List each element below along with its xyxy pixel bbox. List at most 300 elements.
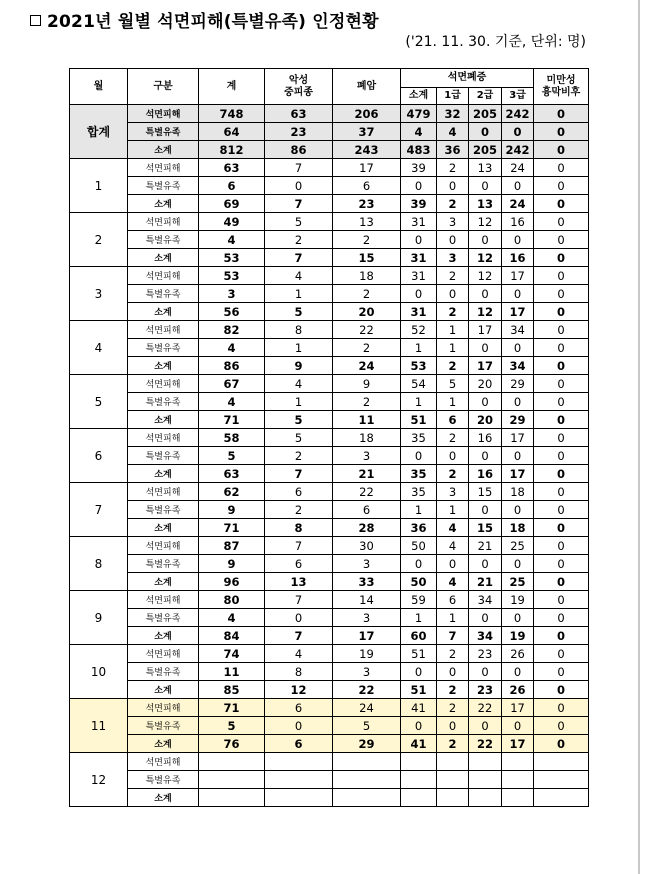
table-cell: 0	[437, 663, 469, 681]
table-cell: 3	[333, 447, 401, 465]
table-cell: 5	[265, 213, 333, 231]
table-cell: 0	[534, 357, 589, 375]
row-category: 소계	[128, 141, 199, 159]
table-cell: 2	[437, 429, 469, 447]
table-cell: 243	[333, 141, 401, 159]
table-cell: 0	[469, 177, 502, 195]
table-cell: 54	[401, 375, 437, 393]
table-cell: 7	[265, 195, 333, 213]
month-label: 11	[70, 699, 128, 753]
table-cell: 7	[265, 537, 333, 555]
row-category: 소계	[128, 681, 199, 699]
table-cell: 2	[437, 699, 469, 717]
table-cell: 9	[265, 357, 333, 375]
row-category: 특별유족	[128, 123, 199, 141]
subtitle: ('21. 11. 30. 기준, 단위: 명)	[405, 34, 586, 50]
table-cell: 812	[199, 141, 265, 159]
table-cell: 0	[534, 213, 589, 231]
table-cell: 4	[437, 519, 469, 537]
table-cell: 2	[333, 393, 401, 411]
table-cell: 2	[265, 447, 333, 465]
table-cell: 25	[502, 573, 534, 591]
table-cell: 30	[333, 537, 401, 555]
table-row	[70, 447, 589, 465]
table-row	[70, 591, 589, 609]
table-row	[70, 501, 589, 519]
table-row	[70, 609, 589, 627]
month-label: 7	[70, 483, 128, 537]
row-category: 소계	[128, 411, 199, 429]
row-category: 특별유족	[128, 663, 199, 681]
table-cell: 0	[534, 681, 589, 699]
table-cell: 2	[265, 501, 333, 519]
table-cell: 12	[469, 249, 502, 267]
table-row	[70, 699, 589, 717]
table-cell: 17	[502, 267, 534, 285]
table-cell: 19	[502, 591, 534, 609]
table-cell: 1	[265, 285, 333, 303]
row-category: 특별유족	[128, 555, 199, 573]
header-lung-cancer: 폐암	[333, 69, 401, 105]
table-cell: 2	[437, 681, 469, 699]
table-cell: 76	[199, 735, 265, 753]
table-cell: 23	[265, 123, 333, 141]
table-cell: 85	[199, 681, 265, 699]
table-cell: 35	[401, 429, 437, 447]
table-cell: 5	[333, 717, 401, 735]
table-cell: 0	[534, 735, 589, 753]
table-cell: 0	[534, 177, 589, 195]
table-row	[70, 663, 589, 681]
table-cell: 53	[199, 267, 265, 285]
table-row	[70, 267, 589, 285]
table-cell: 0	[401, 555, 437, 573]
table-cell: 12	[265, 681, 333, 699]
table-cell: 4	[199, 339, 265, 357]
table-cell: 50	[401, 537, 437, 555]
table-cell: 0	[534, 573, 589, 591]
table-cell: 2	[437, 357, 469, 375]
row-category: 석면피해	[128, 159, 199, 177]
table-row	[70, 735, 589, 753]
table-cell: 0	[534, 717, 589, 735]
table-cell: 41	[401, 699, 437, 717]
table-cell: 34	[502, 321, 534, 339]
table-cell: 4	[437, 123, 469, 141]
table-cell: 36	[401, 519, 437, 537]
table-cell: 69	[199, 195, 265, 213]
table-cell	[333, 789, 401, 807]
table-cell: 0	[502, 609, 534, 627]
table-cell: 13	[469, 195, 502, 213]
table-cell: 8	[265, 321, 333, 339]
table-cell: 1	[265, 339, 333, 357]
table-cell: 0	[469, 555, 502, 573]
table-cell: 2	[437, 159, 469, 177]
table-cell: 6	[265, 483, 333, 501]
table-cell: 84	[199, 627, 265, 645]
table-cell: 0	[534, 303, 589, 321]
table-cell: 6	[333, 501, 401, 519]
table-cell: 21	[469, 537, 502, 555]
table-cell: 21	[333, 465, 401, 483]
row-category: 소계	[128, 303, 199, 321]
table-cell: 2	[437, 735, 469, 753]
table-cell: 32	[437, 105, 469, 123]
table-cell: 37	[333, 123, 401, 141]
table-row	[70, 213, 589, 231]
table-cell: 0	[534, 465, 589, 483]
table-cell: 0	[534, 231, 589, 249]
table-cell: 71	[199, 699, 265, 717]
table-cell: 53	[401, 357, 437, 375]
table-cell: 4	[265, 375, 333, 393]
header-asbestosis-grade3: 3급	[502, 88, 534, 105]
table-cell: 53	[199, 249, 265, 267]
table-cell: 0	[502, 501, 534, 519]
table-cell: 6	[437, 591, 469, 609]
table-cell: 15	[469, 483, 502, 501]
table-cell: 16	[502, 213, 534, 231]
table-cell: 34	[502, 357, 534, 375]
table-cell: 0	[502, 339, 534, 357]
table-cell: 0	[469, 285, 502, 303]
table-cell	[502, 771, 534, 789]
row-category: 소계	[128, 735, 199, 753]
table-cell: 26	[502, 645, 534, 663]
row-category: 특별유족	[128, 501, 199, 519]
total-label: 합계	[70, 105, 128, 159]
row-category: 특별유족	[128, 717, 199, 735]
table-row	[70, 753, 589, 771]
row-category: 석면피해	[128, 591, 199, 609]
table-cell: 9	[333, 375, 401, 393]
table-cell: 34	[469, 591, 502, 609]
table-cell	[469, 753, 502, 771]
table-cell: 23	[469, 681, 502, 699]
table-cell: 25	[502, 537, 534, 555]
table-cell: 4	[437, 537, 469, 555]
month-label: 2	[70, 213, 128, 267]
table-cell: 18	[502, 519, 534, 537]
table-cell: 7	[437, 627, 469, 645]
header-total: 계	[199, 69, 265, 105]
row-category: 석면피해	[128, 699, 199, 717]
header-pleural: 미만성 흉막비후	[534, 69, 589, 105]
table-cell: 51	[401, 681, 437, 699]
table-cell: 63	[199, 159, 265, 177]
table-cell: 35	[401, 465, 437, 483]
table-cell: 205	[469, 141, 502, 159]
table-cell: 13	[265, 573, 333, 591]
table-cell: 59	[401, 591, 437, 609]
row-category: 석면피해	[128, 213, 199, 231]
page-title	[30, 7, 379, 32]
table-cell: 17	[502, 699, 534, 717]
table-cell: 4	[265, 645, 333, 663]
table-cell	[469, 789, 502, 807]
table-cell: 0	[534, 627, 589, 645]
table-cell: 41	[401, 735, 437, 753]
table-cell: 4	[199, 609, 265, 627]
table-cell: 3	[437, 249, 469, 267]
table-cell: 51	[401, 411, 437, 429]
table-cell: 5	[265, 411, 333, 429]
table-cell: 9	[199, 555, 265, 573]
table-cell: 0	[502, 393, 534, 411]
table-cell: 2	[437, 645, 469, 663]
table-cell: 479	[401, 105, 437, 123]
table-row	[70, 681, 589, 699]
month-label: 5	[70, 375, 128, 429]
row-category: 특별유족	[128, 177, 199, 195]
table-cell: 5	[437, 375, 469, 393]
table-cell: 31	[401, 249, 437, 267]
table-cell: 0	[534, 195, 589, 213]
header-month: 월	[70, 69, 128, 105]
table-cell: 2	[437, 195, 469, 213]
table-row	[70, 249, 589, 267]
table-cell: 23	[333, 195, 401, 213]
table-row	[70, 159, 589, 177]
table-cell: 71	[199, 519, 265, 537]
table-cell: 17	[469, 357, 502, 375]
table-cell: 3	[333, 609, 401, 627]
table-cell: 5	[265, 429, 333, 447]
table-row	[70, 483, 589, 501]
table-cell: 29	[333, 735, 401, 753]
table-cell: 21	[469, 573, 502, 591]
table-cell: 34	[469, 627, 502, 645]
table-cell: 0	[469, 393, 502, 411]
table-cell: 60	[401, 627, 437, 645]
header-mesothelioma: 악성 중피종	[265, 69, 333, 105]
table-cell: 483	[401, 141, 437, 159]
table-cell: 11	[333, 411, 401, 429]
table-cell: 17	[502, 429, 534, 447]
table-cell: 20	[469, 375, 502, 393]
table-cell: 12	[469, 267, 502, 285]
table-cell: 2	[333, 339, 401, 357]
row-category: 특별유족	[128, 609, 199, 627]
table-cell: 7	[265, 159, 333, 177]
table-cell: 4	[437, 573, 469, 591]
table-cell: 748	[199, 105, 265, 123]
table-cell: 0	[469, 339, 502, 357]
table-cell: 22	[333, 483, 401, 501]
table-cell: 0	[469, 663, 502, 681]
table-cell: 0	[534, 519, 589, 537]
table-cell: 86	[265, 141, 333, 159]
table-cell: 3	[333, 663, 401, 681]
table-cell: 0	[534, 609, 589, 627]
month-label: 6	[70, 429, 128, 483]
table-cell: 206	[333, 105, 401, 123]
table-cell: 0	[437, 285, 469, 303]
table-cell: 31	[401, 267, 437, 285]
table-cell: 5	[265, 303, 333, 321]
table-row	[70, 717, 589, 735]
row-category: 특별유족	[128, 447, 199, 465]
table-row	[70, 537, 589, 555]
table-cell	[199, 753, 265, 771]
row-category: 특별유족	[128, 285, 199, 303]
table-cell: 23	[469, 645, 502, 663]
table-row	[70, 465, 589, 483]
table-cell: 0	[534, 321, 589, 339]
table-cell: 24	[502, 195, 534, 213]
row-category: 소계	[128, 249, 199, 267]
table-cell: 0	[534, 285, 589, 303]
table-cell: 0	[401, 177, 437, 195]
table-cell: 29	[502, 411, 534, 429]
table-row	[70, 339, 589, 357]
table-cell: 2	[437, 465, 469, 483]
row-category: 소계	[128, 573, 199, 591]
table-cell: 0	[265, 609, 333, 627]
table-cell: 64	[199, 123, 265, 141]
table-cell: 0	[534, 123, 589, 141]
table-row	[70, 303, 589, 321]
month-label: 8	[70, 537, 128, 591]
table-cell: 29	[502, 375, 534, 393]
table-cell: 242	[502, 105, 534, 123]
table-cell: 24	[502, 159, 534, 177]
table-cell: 3	[437, 213, 469, 231]
table-cell: 3	[437, 483, 469, 501]
table-cell: 4	[199, 393, 265, 411]
table-cell: 2	[265, 231, 333, 249]
row-category: 석면피해	[128, 483, 199, 501]
table-cell	[401, 753, 437, 771]
table-row	[70, 555, 589, 573]
row-category: 석면피해	[128, 537, 199, 555]
table-cell: 0	[534, 537, 589, 555]
table-row	[70, 519, 589, 537]
row-category: 특별유족	[128, 231, 199, 249]
table-cell	[333, 753, 401, 771]
table-cell: 31	[401, 303, 437, 321]
stats-table	[69, 68, 589, 807]
table-cell: 2	[333, 231, 401, 249]
table-cell: 1	[401, 339, 437, 357]
row-category: 소계	[128, 357, 199, 375]
row-category: 소계	[128, 627, 199, 645]
table-cell	[401, 789, 437, 807]
table-row	[70, 321, 589, 339]
table-cell: 0	[401, 717, 437, 735]
table-cell: 6	[265, 555, 333, 573]
table-cell: 0	[534, 501, 589, 519]
table-cell: 0	[534, 267, 589, 285]
table-cell: 20	[469, 411, 502, 429]
table-cell: 0	[534, 393, 589, 411]
table-cell: 7	[265, 465, 333, 483]
checkbox-icon	[30, 15, 41, 26]
table-cell: 82	[199, 321, 265, 339]
table-cell: 0	[534, 663, 589, 681]
table-cell: 20	[333, 303, 401, 321]
row-category: 소계	[128, 519, 199, 537]
table-cell: 1	[401, 501, 437, 519]
table-cell	[534, 771, 589, 789]
table-cell: 39	[401, 159, 437, 177]
table-cell: 16	[502, 249, 534, 267]
table-cell: 0	[502, 447, 534, 465]
table-cell: 15	[333, 249, 401, 267]
table-cell: 0	[437, 717, 469, 735]
table-cell: 6	[437, 411, 469, 429]
table-row	[70, 123, 589, 141]
table-row	[70, 141, 589, 159]
table-cell: 5	[199, 717, 265, 735]
table-cell: 11	[199, 663, 265, 681]
month-label: 1	[70, 159, 128, 213]
table-cell	[333, 771, 401, 789]
table-row	[70, 789, 589, 807]
table-cell: 2	[437, 267, 469, 285]
table-cell: 56	[199, 303, 265, 321]
table-cell: 67	[199, 375, 265, 393]
table-cell	[469, 771, 502, 789]
table-cell: 4	[265, 267, 333, 285]
table-row	[70, 285, 589, 303]
table-cell: 8	[265, 519, 333, 537]
table-row	[70, 429, 589, 447]
table-cell: 0	[469, 609, 502, 627]
table-cell: 4	[199, 231, 265, 249]
table-cell: 0	[265, 177, 333, 195]
table-cell: 19	[333, 645, 401, 663]
table-cell: 36	[437, 141, 469, 159]
table-cell: 7	[265, 591, 333, 609]
table-cell: 17	[502, 303, 534, 321]
table-cell: 19	[502, 627, 534, 645]
table-cell: 39	[401, 195, 437, 213]
table-cell: 24	[333, 357, 401, 375]
table-cell: 0	[534, 555, 589, 573]
table-cell: 1	[265, 393, 333, 411]
table-cell: 0	[437, 231, 469, 249]
header-asbestosis: 석면폐증	[401, 69, 534, 88]
row-category: 석면피해	[128, 645, 199, 663]
table-row	[70, 177, 589, 195]
table-row	[70, 645, 589, 663]
table-cell: 3	[333, 555, 401, 573]
table-cell: 58	[199, 429, 265, 447]
table-cell	[534, 789, 589, 807]
table-row	[70, 105, 589, 123]
table-cell: 31	[401, 213, 437, 231]
table-cell: 0	[469, 717, 502, 735]
table-cell: 18	[333, 267, 401, 285]
table-cell: 6	[265, 735, 333, 753]
table-cell: 0	[437, 177, 469, 195]
month-label: 10	[70, 645, 128, 699]
table-cell: 0	[534, 375, 589, 393]
table-cell: 51	[401, 645, 437, 663]
table-cell: 6	[265, 699, 333, 717]
table-cell: 1	[437, 501, 469, 519]
table-cell: 17	[333, 159, 401, 177]
row-category: 특별유족	[128, 393, 199, 411]
month-label: 3	[70, 267, 128, 321]
table-cell: 17	[502, 735, 534, 753]
table-cell: 0	[469, 501, 502, 519]
table-cell: 0	[437, 555, 469, 573]
table-cell: 74	[199, 645, 265, 663]
row-category: 석면피해	[128, 429, 199, 447]
